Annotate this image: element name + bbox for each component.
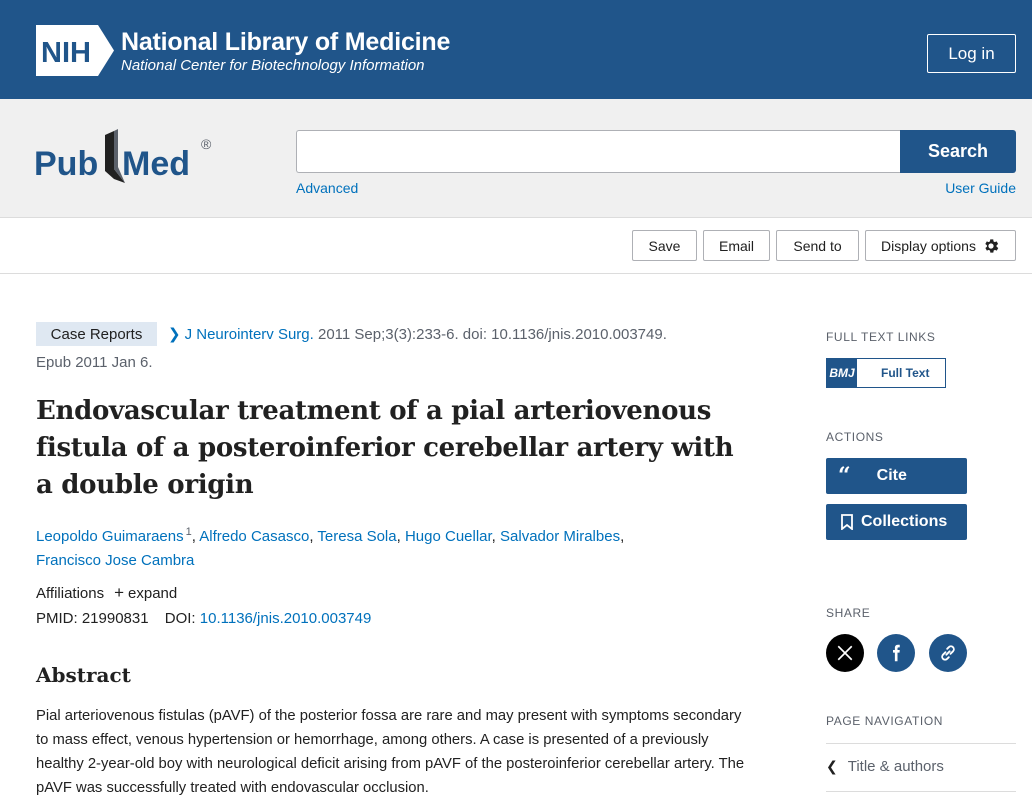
nih-title[interactable]: National Library of Medicine — [121, 28, 451, 56]
x-share-button[interactable] — [826, 634, 864, 672]
doi-link[interactable]: 10.1136/jnis.2010.003749 — [199, 610, 372, 627]
pmid-value: 21990831 — [81, 610, 149, 627]
email-button[interactable]: Email — [703, 230, 770, 261]
article-type-badge[interactable]: Case Reports — [36, 322, 157, 346]
epub-date: Epub 2011 Jan 6. — [36, 354, 153, 371]
expand-button[interactable]: expand — [128, 585, 178, 602]
bmj-logo-icon: BMJ — [827, 359, 857, 387]
save-button[interactable]: Save — [632, 230, 697, 261]
nav-item-label: Title & authors — [847, 758, 944, 775]
abstract-heading: Abstract — [36, 663, 131, 687]
affiliations-label: Affiliations — [36, 585, 105, 602]
collections-label: Collections — [861, 513, 948, 530]
search-button[interactable]: Search — [900, 130, 1016, 173]
identifiers-row — [36, 610, 371, 627]
bmj-full-text-link[interactable] — [826, 358, 946, 388]
search-input[interactable] — [296, 130, 901, 173]
gear-icon — [982, 237, 1000, 255]
cite-label: Cite — [876, 467, 907, 484]
author-link[interactable]: Francisco Jose Cambra — [36, 552, 195, 569]
actions-label: ACTIONS — [826, 430, 884, 444]
bookmark-icon — [840, 514, 854, 530]
affiliation-number[interactable]: 1 — [185, 526, 192, 538]
user-guide-link[interactable]: User Guide — [945, 180, 1016, 196]
cite-button[interactable] — [826, 458, 967, 494]
pmid-label: PMID: — [36, 610, 78, 627]
facebook-share-button[interactable] — [877, 634, 915, 672]
link-icon — [938, 643, 958, 663]
advanced-search-link[interactable]: Advanced — [296, 180, 359, 196]
article-title: Endovascular treatment of a pial arteriovenous fistula of a posteroinferior cerebellar artery with a double origin — [36, 396, 734, 500]
bmj-full-text-label: Full Text — [881, 366, 930, 380]
abstract-text: Pial arteriovenous fistulas (pAVF) of the posterior fossa are rare and may present with symptoms secondary to mass effect, venous hypertension or hemorrhage, among others. A case is presented of a previously healthy 2-year-old boy with neurological deficit arising from pAVF of the posteroinferior cerebellar artery. The pAVF was successfully treated with endovascular occlusion. — [36, 708, 745, 796]
pubmed-logo-icon[interactable] — [34, 125, 218, 189]
facebook-icon — [887, 644, 905, 662]
author-link[interactable]: Salvador Miralbes — [500, 528, 621, 545]
page-navigation-label: PAGE NAVIGATION — [826, 714, 944, 728]
full-text-links-label: FULL TEXT LINKS — [826, 330, 936, 344]
nih-logo-text: NIH — [41, 37, 91, 69]
author-link[interactable]: Alfredo Casasco — [199, 528, 310, 545]
quote-icon: “ — [838, 463, 851, 489]
display-options-button[interactable] — [865, 230, 1016, 261]
registered-mark: ® — [201, 136, 212, 152]
pubmed-logo-right: Med — [122, 145, 190, 183]
login-button[interactable]: Log in — [927, 34, 1016, 73]
citation-line — [168, 325, 667, 343]
action-toolbar — [0, 218, 1032, 274]
display-options-label: Display options — [881, 237, 976, 254]
citation-text: 2011 Sep;3(3):233-6. doi: 10.1136/jnis.2010.003749. — [313, 326, 667, 343]
chevron-left-icon: ❮ — [826, 758, 838, 774]
affiliations-row — [36, 583, 177, 603]
journal-link[interactable]: J Neurointerv Surg. — [184, 326, 314, 343]
nih-subtitle[interactable]: National Center for Biotechnology Information — [121, 57, 425, 74]
plus-icon[interactable]: + — [114, 583, 125, 602]
chevron-right-icon[interactable]: ❯ — [168, 326, 181, 343]
author-link[interactable]: Hugo Cuellar — [404, 528, 492, 545]
x-icon — [836, 644, 854, 662]
share-label: SHARE — [826, 606, 871, 620]
copy-link-button[interactable] — [929, 634, 967, 672]
collections-button[interactable] — [826, 504, 967, 540]
search-band — [0, 99, 1032, 218]
doi-label: DOI: — [164, 610, 196, 627]
author-list: Leopoldo Guimaraens $^1$, Alfredo Casasco, Teresa Sola, Hugo Cuellar, Salvador Miralbes, Francisco Jose Cambra — [36, 526, 625, 569]
nav-item-title-authors[interactable] — [826, 758, 944, 775]
nih-logo-icon[interactable] — [36, 25, 114, 76]
divider — [826, 791, 1016, 792]
divider — [826, 743, 1016, 744]
send-to-button[interactable]: Send to — [776, 230, 859, 261]
author-link[interactable]: Teresa Sola — [317, 528, 397, 545]
nih-header — [0, 0, 1032, 99]
author-link[interactable]: Leopoldo Guimaraens — [36, 528, 184, 545]
pubmed-logo-left: Pub — [34, 145, 99, 183]
